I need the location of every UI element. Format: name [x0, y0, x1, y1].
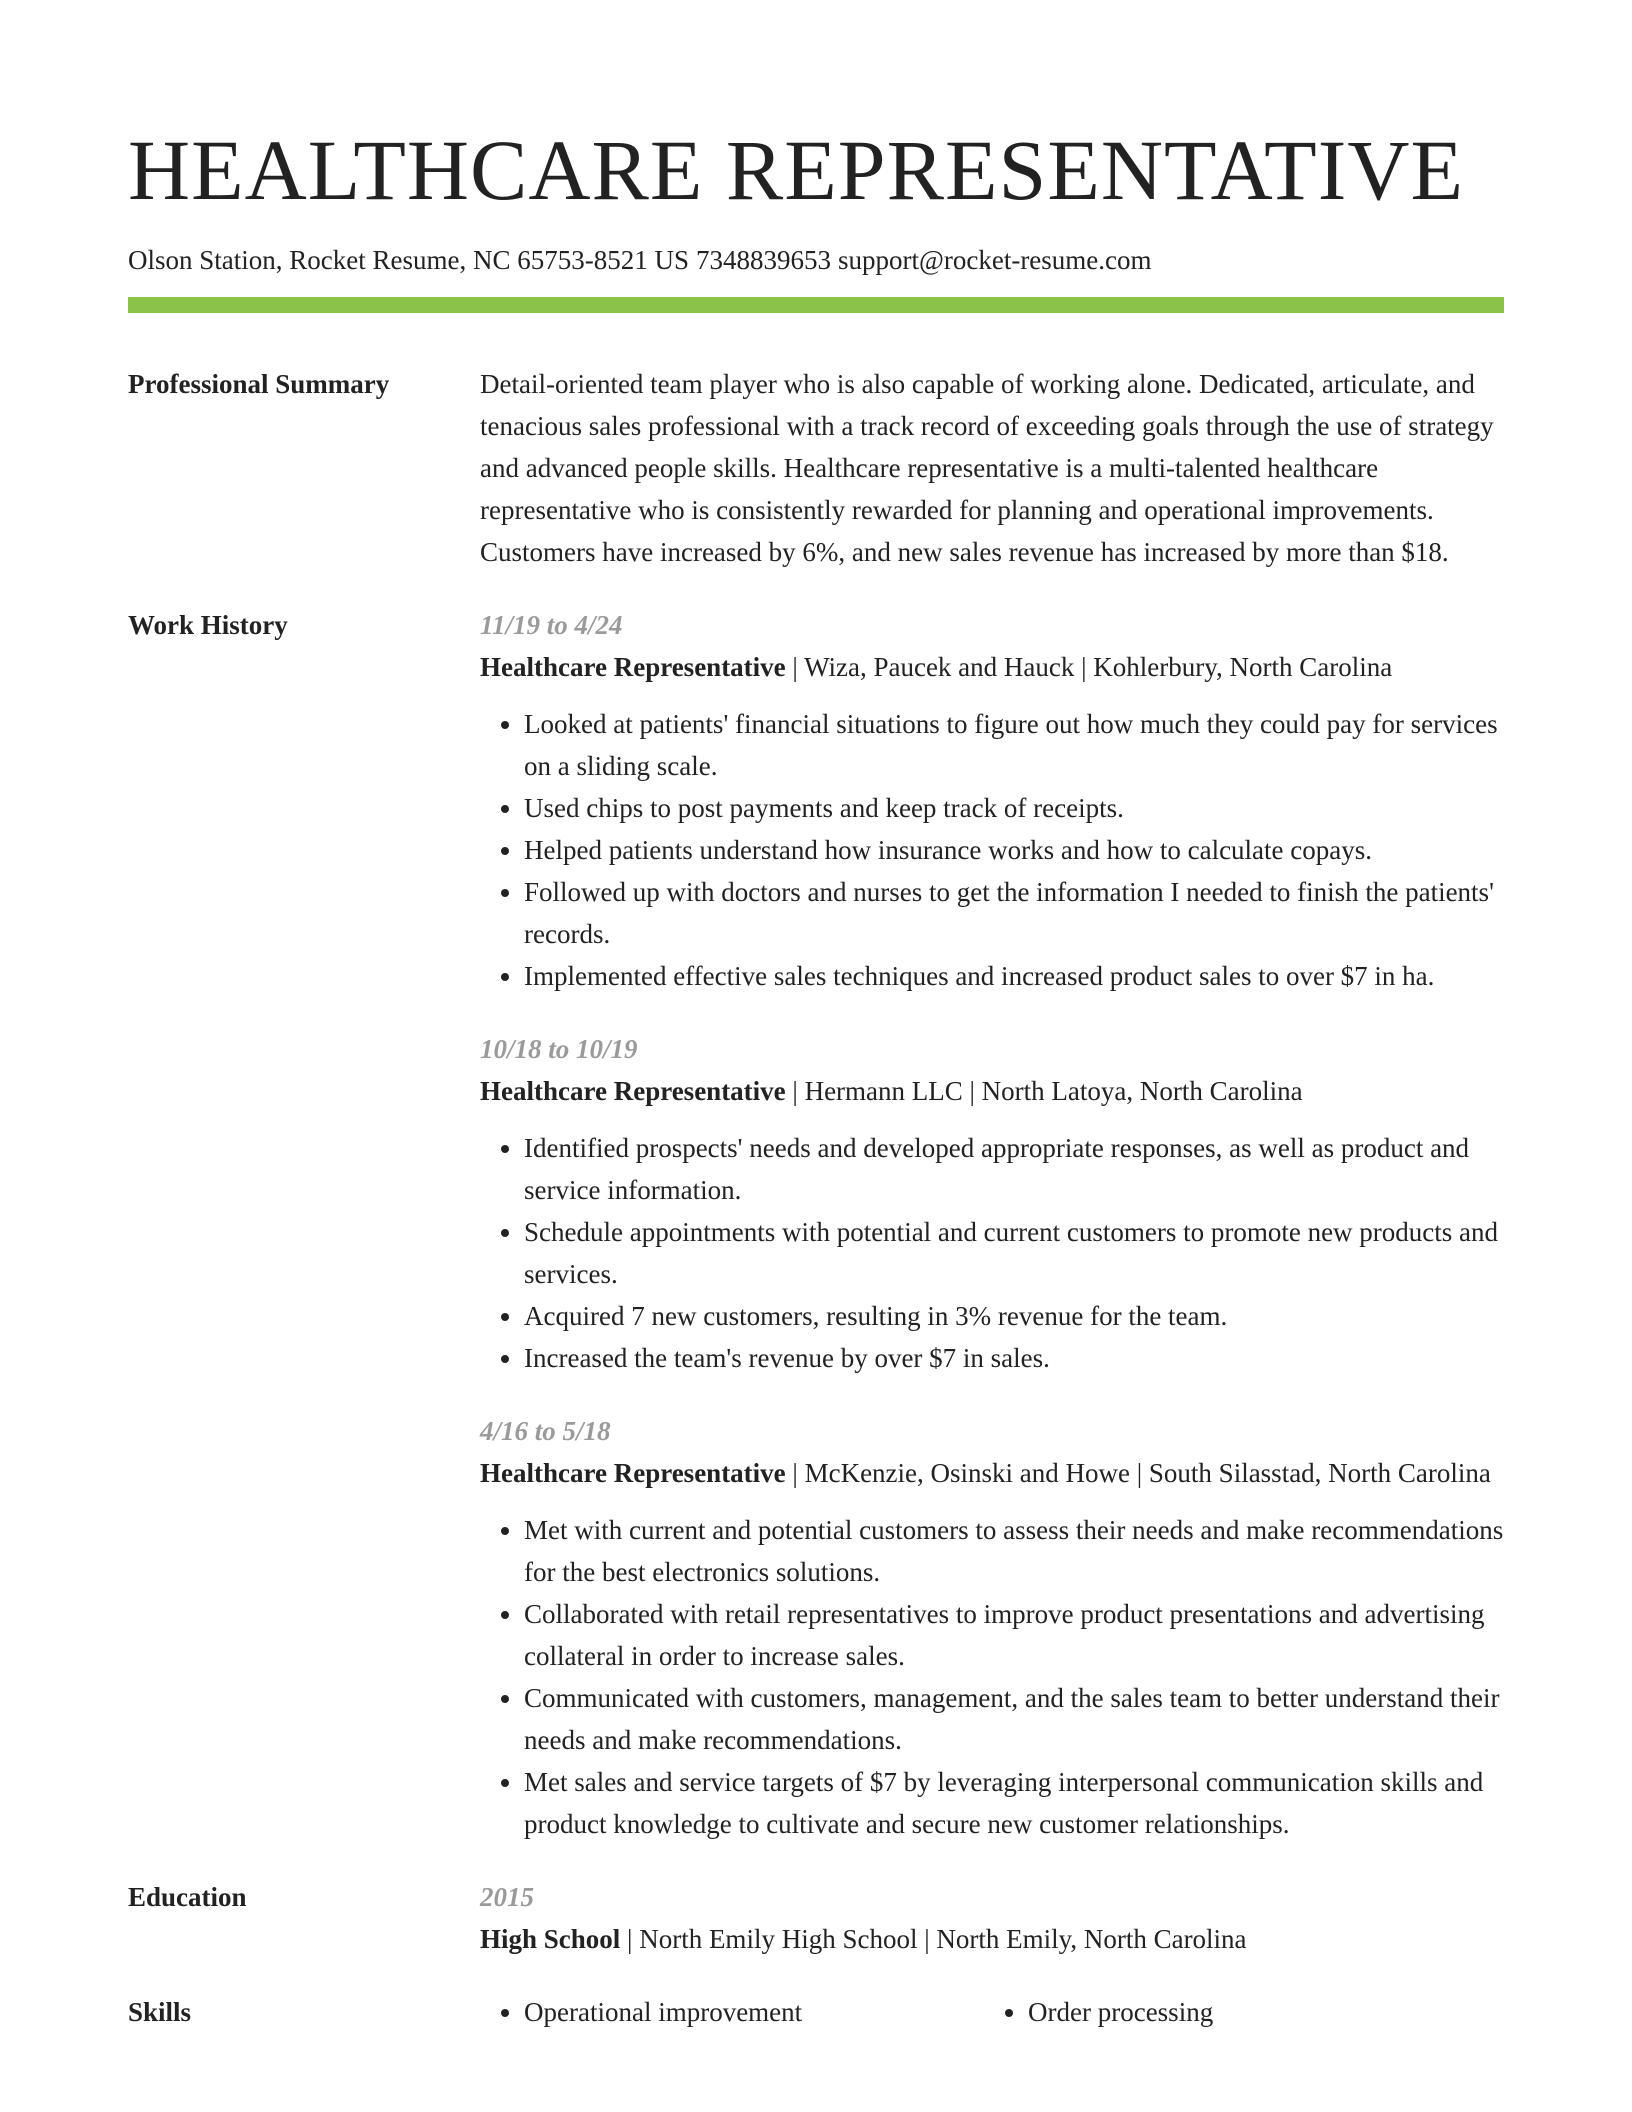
- job-title: Healthcare Representative: [480, 652, 786, 682]
- job-title: Healthcare Representative: [480, 1458, 786, 1488]
- job-title: Healthcare Representative: [480, 1076, 786, 1106]
- job-heading: [480, 1070, 1504, 1112]
- job-entry: [480, 1028, 1504, 1379]
- skills-section: [128, 1991, 1504, 2033]
- job-dates: 4/16 to 5/18: [480, 1416, 611, 1446]
- resume-page: [128, 0, 1504, 2033]
- summary-text: Detail-oriented team player who is also capable of working alone. Dedicated, articulate, and tenacious sales professional with a track record of exceeding goals through the use of strategy and advanced people skills. Healthcare representative is a multi-talented healthcare representative who is consistently rewarded for planning and operational improvements. Customers have increased by 6%, and new sales revenue has increased by more than $18.: [480, 369, 1494, 567]
- job-bullets: [480, 1127, 1504, 1379]
- contact-address: Olson Station, Rocket Resume, NC 65753-8521 US: [128, 245, 689, 275]
- job-entry: [480, 604, 1504, 997]
- work-history-section: [128, 604, 1504, 1845]
- job-bullet: • Increased the team's revenue by over $7 in sales.: [524, 1337, 1504, 1379]
- job-bullets: [480, 1509, 1504, 1845]
- job-bullet: • Helped patients understand how insurance works and how to calculate copays.: [524, 829, 1504, 871]
- job-bullet: • Identified prospects' needs and developed appropriate responses, as well as product and service information.: [524, 1127, 1504, 1211]
- summary-heading: Professional Summary: [128, 369, 390, 399]
- education-year: 2015: [480, 1882, 534, 1912]
- skills-list-right: [984, 1991, 1488, 2033]
- job-details: | McKenzie, Osinski and Howe | South Silasstad, North Carolina: [785, 1458, 1491, 1488]
- job-bullet: • Communicated with customers, management, and the sales team to better understand their needs and make recommendations.: [524, 1677, 1504, 1761]
- job-bullet: • Acquired 7 new customers, resulting in 3% revenue for the team.: [524, 1295, 1504, 1337]
- contact-email: support@rocket-resume.com: [838, 245, 1152, 275]
- education-section: [128, 1876, 1504, 1960]
- job-bullet: • Followed up with doctors and nurses to get the information I needed to finish the patients' records.: [524, 871, 1504, 955]
- job-bullets: [480, 703, 1504, 997]
- job-bullet: • Looked at patients' financial situations to figure out how much they could pay for services on a sliding scale.: [524, 703, 1504, 787]
- summary-section: [128, 363, 1504, 573]
- job-dates: 11/19 to 4/24: [480, 610, 623, 640]
- job-bullet: • Schedule appointments with potential and current customers to promote new products and services.: [524, 1211, 1504, 1295]
- skills-list-left: [480, 1991, 984, 2033]
- job-entry: [480, 1410, 1504, 1845]
- skills-heading: Skills: [128, 1997, 192, 2027]
- job-bullet: • Met with current and potential customers to assess their needs and make recommendations for the best electronics solutions.: [524, 1509, 1504, 1593]
- job-details: | Wiza, Paucek and Hauck | Kohlerbury, North Carolina: [785, 652, 1393, 682]
- skill-item: • Order processing: [1028, 1991, 1488, 2033]
- education-entry: [480, 1918, 1504, 1960]
- job-details: | Hermann LLC | North Latoya, North Carolina: [785, 1076, 1303, 1106]
- header-divider: [128, 297, 1504, 313]
- job-heading: [480, 646, 1504, 688]
- education-heading: Education: [128, 1882, 247, 1912]
- job-heading: [480, 1452, 1504, 1494]
- skill-item: • Operational improvement: [524, 1991, 984, 2033]
- work-history-heading: Work History: [128, 610, 288, 640]
- resume-title: HEALTHCARE REPRESENTATIVE: [128, 122, 1464, 218]
- job-dates: 10/18 to 10/19: [480, 1034, 638, 1064]
- work-history-list: [480, 604, 1504, 1845]
- education-details: | North Emily High School | North Emily, North Carolina: [620, 1924, 1247, 1954]
- contact-phone: 7348839653: [696, 245, 831, 275]
- contact-line: [128, 244, 1504, 276]
- education-degree: High School: [480, 1924, 621, 1954]
- job-bullet: • Collaborated with retail representatives to improve product presentations and advertising collateral in order to increase sales.: [524, 1593, 1504, 1677]
- job-bullet: • Met sales and service targets of $7 by leveraging interpersonal communication skills and product knowledge to cultivate and secure new customer relationships.: [524, 1761, 1504, 1845]
- job-bullet: • Implemented effective sales techniques and increased product sales to over $7 in ha.: [524, 955, 1504, 997]
- job-bullet: • Used chips to post payments and keep track of receipts.: [524, 787, 1504, 829]
